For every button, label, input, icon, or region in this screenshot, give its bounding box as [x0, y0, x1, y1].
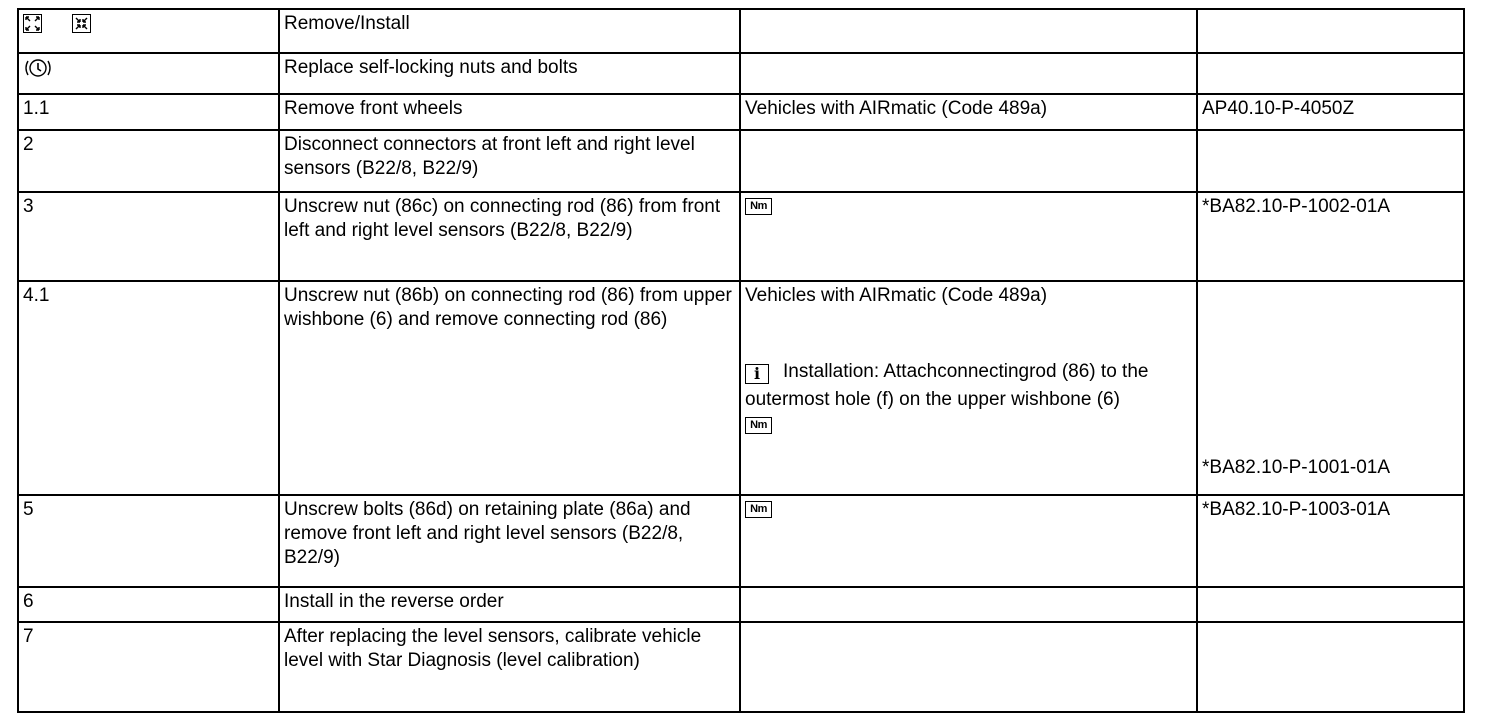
torque-icon[interactable]: Nm [745, 198, 772, 215]
step-text: Install in the reverse order [279, 587, 740, 622]
step-reference [1197, 587, 1464, 622]
step-condition: Vehicles with AIRmatic (Code 489a) [745, 285, 1048, 306]
step-number: 6 [18, 587, 279, 622]
table-row [18, 281, 1464, 495]
table-row [18, 192, 1464, 281]
step-number: 4.1 [18, 281, 279, 495]
info-icon: i [745, 364, 769, 384]
step-number: 5 [18, 495, 279, 587]
header-empty-cell [1197, 9, 1464, 53]
step-text: After replacing the level sensors, calibrate vehicle level with Star Diagnosis (level calibration) [279, 622, 740, 712]
torque-icon[interactable]: Nm [745, 501, 772, 518]
table-row [18, 495, 1464, 587]
step-reference-cell [1197, 281, 1464, 495]
step-text: Remove front wheels [279, 94, 740, 130]
step-text: Unscrew nut (86c) on connecting rod (86) from front left and right level sensors (B22/8, B22/9) [279, 192, 740, 281]
step-condition-cell [740, 281, 1197, 495]
step-torque-cell [740, 495, 1197, 587]
installation-note-text: Installation: Attachconnectingrod (86) to the outermost hole (f) on the upper wishbone (6) [745, 361, 1149, 410]
step-reference[interactable]: *BA82.10-P-1002-01A [1197, 192, 1464, 281]
header-empty-cell [740, 9, 1197, 53]
table-row [18, 587, 1464, 622]
step-text: Disconnect connectors at front left and right level sensors (B22/8, B22/9) [279, 130, 740, 192]
torque-icon[interactable]: Nm [745, 417, 772, 434]
table-row [18, 94, 1464, 130]
step-torque-cell [740, 192, 1197, 281]
table-row [18, 130, 1464, 192]
step-condition [740, 130, 1197, 192]
step-number: 7 [18, 622, 279, 712]
installation-note [745, 358, 1192, 414]
procedure-table [17, 8, 1465, 713]
step-reference [1197, 130, 1464, 192]
step-reference[interactable]: AP40.10-P-4050Z [1197, 94, 1464, 130]
step-number: 1.1 [18, 94, 279, 130]
warning-clock-icon [23, 57, 53, 86]
header-row [18, 9, 1464, 53]
table-row [18, 622, 1464, 712]
collapse-view-icon[interactable] [72, 14, 91, 33]
step-number: 2 [18, 130, 279, 192]
notice-text: Replace self-locking nuts and bolts [279, 53, 740, 94]
header-icons-cell [18, 9, 279, 53]
step-reference[interactable]: *BA82.10-P-1003-01A [1197, 495, 1464, 587]
step-reference[interactable]: *BA82.10-P-1001-01A [1202, 457, 1391, 478]
step-reference [1197, 622, 1464, 712]
header-title: Remove/Install [279, 9, 740, 53]
step-condition: Vehicles with AIRmatic (Code 489a) [740, 94, 1197, 130]
step-number: 3 [18, 192, 279, 281]
notice-icon-cell [18, 53, 279, 94]
step-text: Unscrew nut (86b) on connecting rod (86) from upper wishbone (6) and remove connecting rod (86) [279, 281, 740, 495]
notice-row [18, 53, 1464, 94]
step-text: Unscrew bolts (86d) on retaining plate (86a) and remove front left and right level sensors (B22/8, B22/9) [279, 495, 740, 587]
expand-view-icon[interactable] [23, 14, 42, 33]
